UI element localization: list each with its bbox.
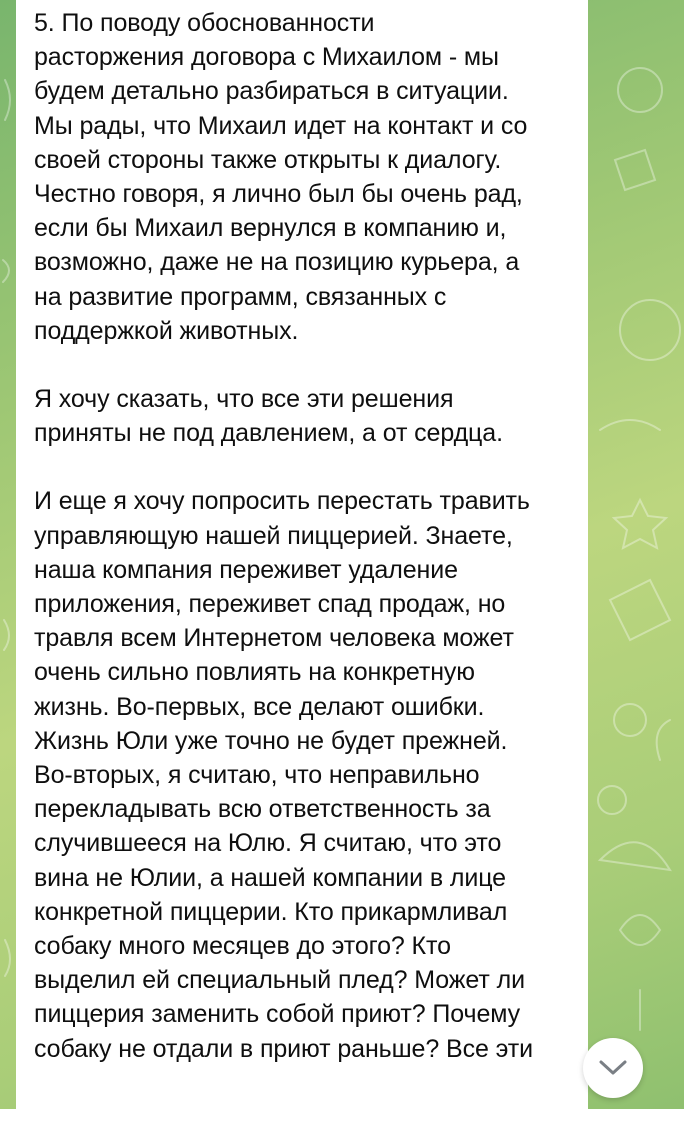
message-line: случившееся на Юлю. Я считаю, что это	[34, 829, 502, 858]
message-paragraph-3	[34, 484, 570, 1065]
message-line: пиццерия заменить собой приют? Почему	[34, 1000, 521, 1029]
message-line: будем детально разбираться в ситуации.	[34, 77, 509, 106]
message-line: Жизнь Юли уже точно не будет прежней.	[34, 726, 508, 755]
message-line: если бы Михаил вернулся в компанию и,	[34, 214, 507, 243]
message-line: очень сильно повлиять на конкретную	[34, 658, 475, 687]
message-paragraph-2	[34, 382, 570, 450]
message-line: наша компания переживет удаление	[34, 555, 458, 584]
scroll-to-bottom-button[interactable]	[583, 1038, 643, 1098]
message-line: собаку не отдали в приют раньше? Все эти	[34, 1034, 533, 1063]
message-line: И еще я хочу попросить перестать травить	[34, 487, 530, 516]
message-line: на развитие программ, связанных с	[34, 282, 447, 311]
message-line: перекладывать всю ответственность за	[34, 795, 491, 824]
message-line: управляющую нашей пиццерией. Знаете,	[34, 521, 513, 550]
message-line: Во-вторых, я считаю, что неправильно	[34, 761, 480, 790]
message-line: Мы рады, что Михаил идет на контакт и со	[34, 111, 528, 140]
message-line: 5. По поводу обоснованности	[34, 9, 375, 37]
message-line: травля всем Интернетом человека может	[34, 624, 514, 653]
message-line: возможно, даже не на позицию курьера, а	[34, 248, 520, 277]
message-line: Честно говоря, я лично был бы очень рад,	[34, 180, 523, 209]
message-line: приложения, переживет спад продаж, но	[34, 590, 506, 619]
message-line: конкретной пиццерии. Кто прикармливал	[34, 897, 508, 926]
message-line: выделил ей специальный плед? Может ли	[34, 966, 525, 995]
message-line: вина не Юлии, а нашей компании в лице	[34, 863, 506, 892]
message-line: расторжения договора с Михаилом - мы	[34, 43, 499, 72]
message-line: Я хочу сказать, что все эти решения	[34, 385, 454, 414]
message-line: приняты не под давлением, а от сердца.	[34, 419, 503, 448]
message-bubble	[16, 0, 588, 1140]
paragraph-gap	[34, 450, 570, 484]
paragraph-gap	[34, 348, 570, 382]
message-line: жизнь. Во-первых, все делают ошибки.	[34, 692, 485, 721]
message-paragraph-1	[34, 6, 570, 348]
chevron-down-icon	[598, 1059, 628, 1077]
message-line: своей стороны также открыты к диалогу.	[34, 145, 502, 174]
message-line: собаку много месяцев до этого? Кто	[34, 932, 451, 961]
message-line: поддержкой животных.	[34, 316, 299, 345]
